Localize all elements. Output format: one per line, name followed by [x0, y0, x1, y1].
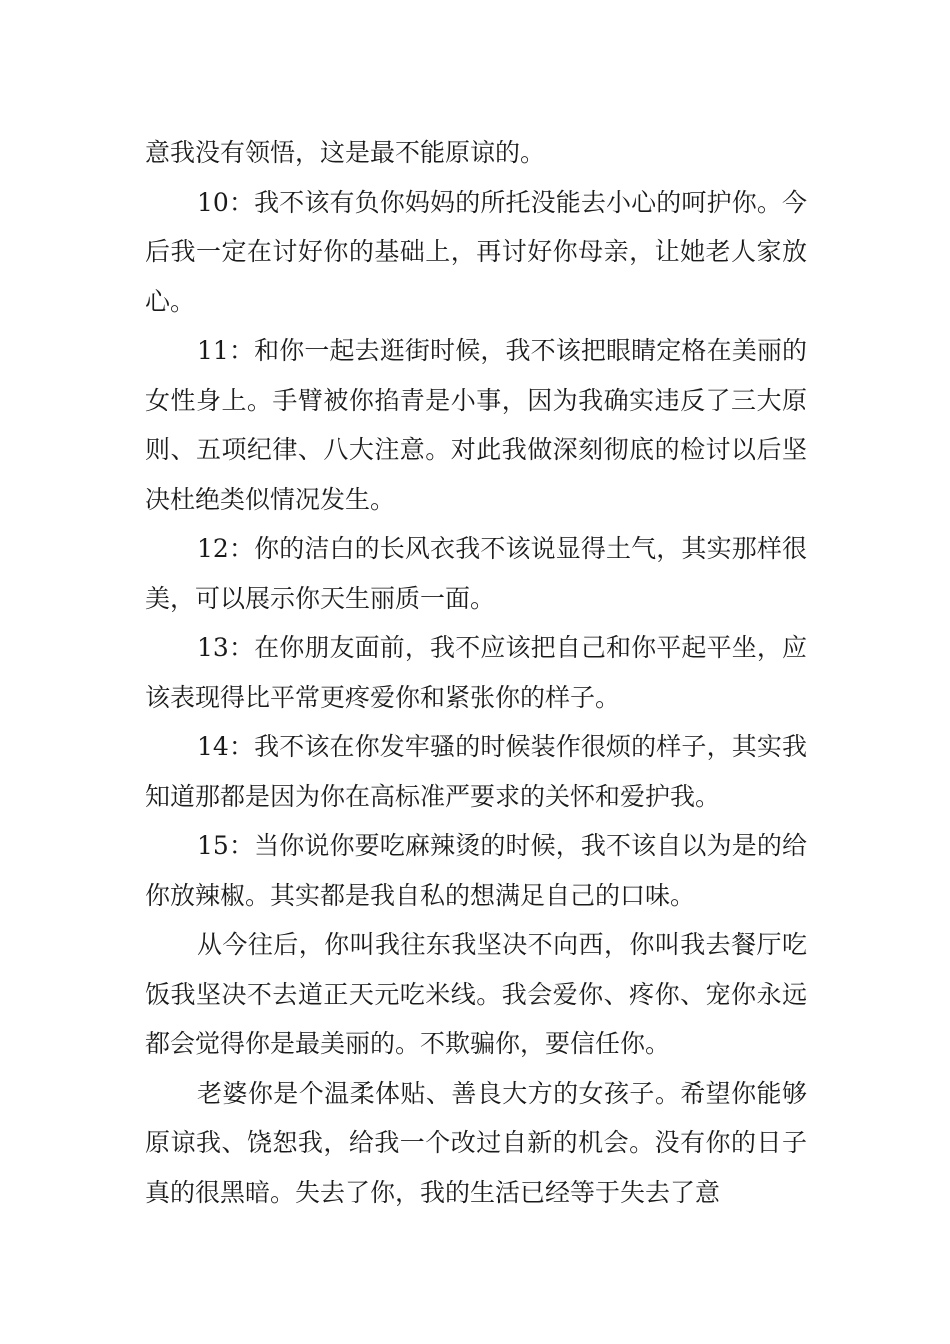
- paragraph-item-15: 15：当你说你要吃麻辣烫的时候，我不该自以为是的给你放辣椒。其实都是我自私的想满足自己的口味。: [145, 831, 807, 910]
- body-text: [145, 128, 807, 1217]
- paragraph-item-12: 12：你的洁白的长风衣我不该说显得土气，其实那样很美，可以展示你天生丽质一面。: [145, 534, 807, 613]
- paragraph-item-10: 10：我不该有负你妈妈的所托没能去小心的呵护你。今后我一定在讨好你的基础上，再讨好你母亲，让她老人家放心。: [145, 187, 807, 316]
- paragraph-plea: 老婆你是个温柔体贴、善良大方的女孩子。希望你能够原谅我、饶恕我，给我一个改过自新的机会。没有你的日子真的很黑暗。失去了你，我的生活已经等于失去了意: [145, 1078, 807, 1207]
- paragraph-promise: 从今往后，你叫我往东我坚决不向西，你叫我去餐厅吃饭我坚决不去道正天元吃米线。我会爱你、疼你、宠你永远都会觉得你是最美丽的。不欺骗你，要信任你。: [145, 930, 807, 1058]
- paragraph-item-13: 13：在你朋友面前，我不应该把自己和你平起平坐，应该表现得比平常更疼爱你和紧张你的样子。: [145, 633, 807, 712]
- paragraph-item-11: 11：和你一起去逛街时候，我不该把眼睛定格在美丽的女性身上。手臂被你掐青是小事，因为我确实违反了三大原则、五项纪律、八大注意。对此我做深刻彻底的检讨以后坚决杜绝类似情况发生。: [145, 336, 807, 514]
- paragraph-continuation: 意我没有领悟，这是最不能原谅的。: [145, 138, 546, 167]
- paragraph-item-14: 14：我不该在你发牢骚的时候装作很烦的样子，其实我知道那都是因为你在高标准严要求的关怀和爱护我。: [145, 732, 807, 811]
